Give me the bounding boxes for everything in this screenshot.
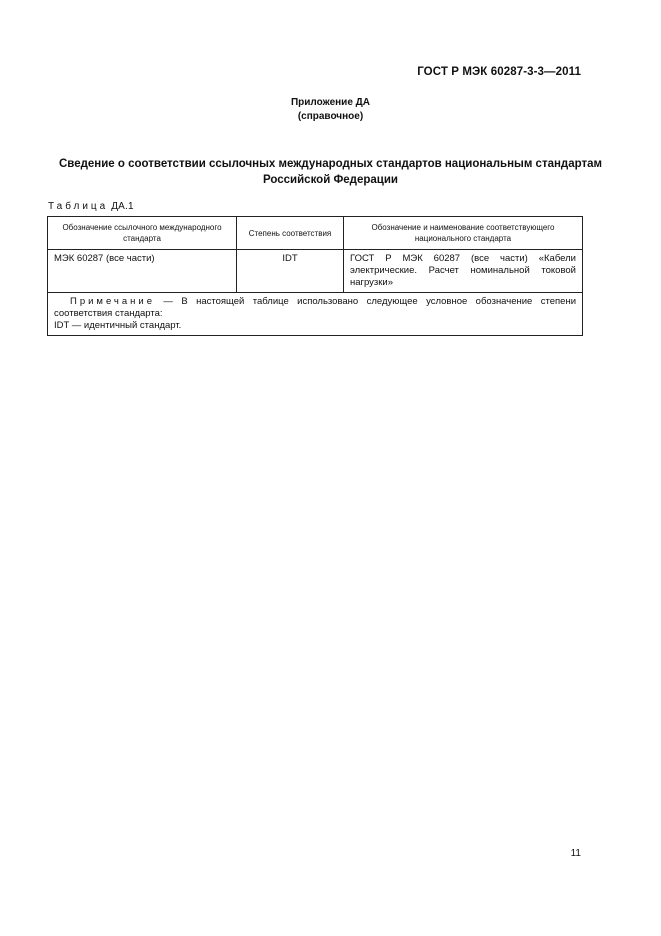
note-text: — В настоящей таблице использовано следующее условное обозначение степени соответствия стандарта: <box>54 296 576 319</box>
table-caption <box>48 201 134 212</box>
table-note <box>48 293 583 336</box>
appendix-subtitle: (справочное) <box>297 111 364 122</box>
appendix-title: Приложение ДА <box>290 97 371 108</box>
table-caption-word: Таблица <box>48 201 109 212</box>
table-caption-number: ДА.1 <box>111 201 134 212</box>
page-number: 11 <box>570 848 581 859</box>
section-heading-line-2: Российской Федерации <box>262 174 398 186</box>
correspondence-table <box>47 216 583 336</box>
document-code: ГОСТ Р МЭК 60287-3-3—2011 <box>417 66 581 78</box>
note-paragraph <box>54 296 576 320</box>
cell-intl-standard: МЭК 60287 (все части) <box>48 250 237 293</box>
table-note-row <box>48 293 583 336</box>
column-header-national-standard: Обозначение и наименование соответствующего национального стандарта <box>344 217 583 250</box>
section-heading-line-1: Сведение о соответствии ссылочных международных стандартов национальным стандартам <box>58 158 603 170</box>
note-label: Примечание <box>70 296 155 307</box>
column-header-intl-standard: Обозначение ссылочного международного стандарта <box>48 217 237 250</box>
column-header-degree: Степень соответствия <box>237 217 344 250</box>
cell-degree: IDT <box>237 250 344 293</box>
cell-national-standard: ГОСТ Р МЭК 60287 (все части) «Кабели электрические. Расчет номинальной токовой нагрузки» <box>344 250 583 293</box>
section-heading <box>48 156 613 188</box>
table-header-row <box>48 217 583 250</box>
appendix-block <box>0 96 661 124</box>
note-item: IDT — идентичный стандарт. <box>54 320 182 331</box>
table-row <box>48 250 583 293</box>
